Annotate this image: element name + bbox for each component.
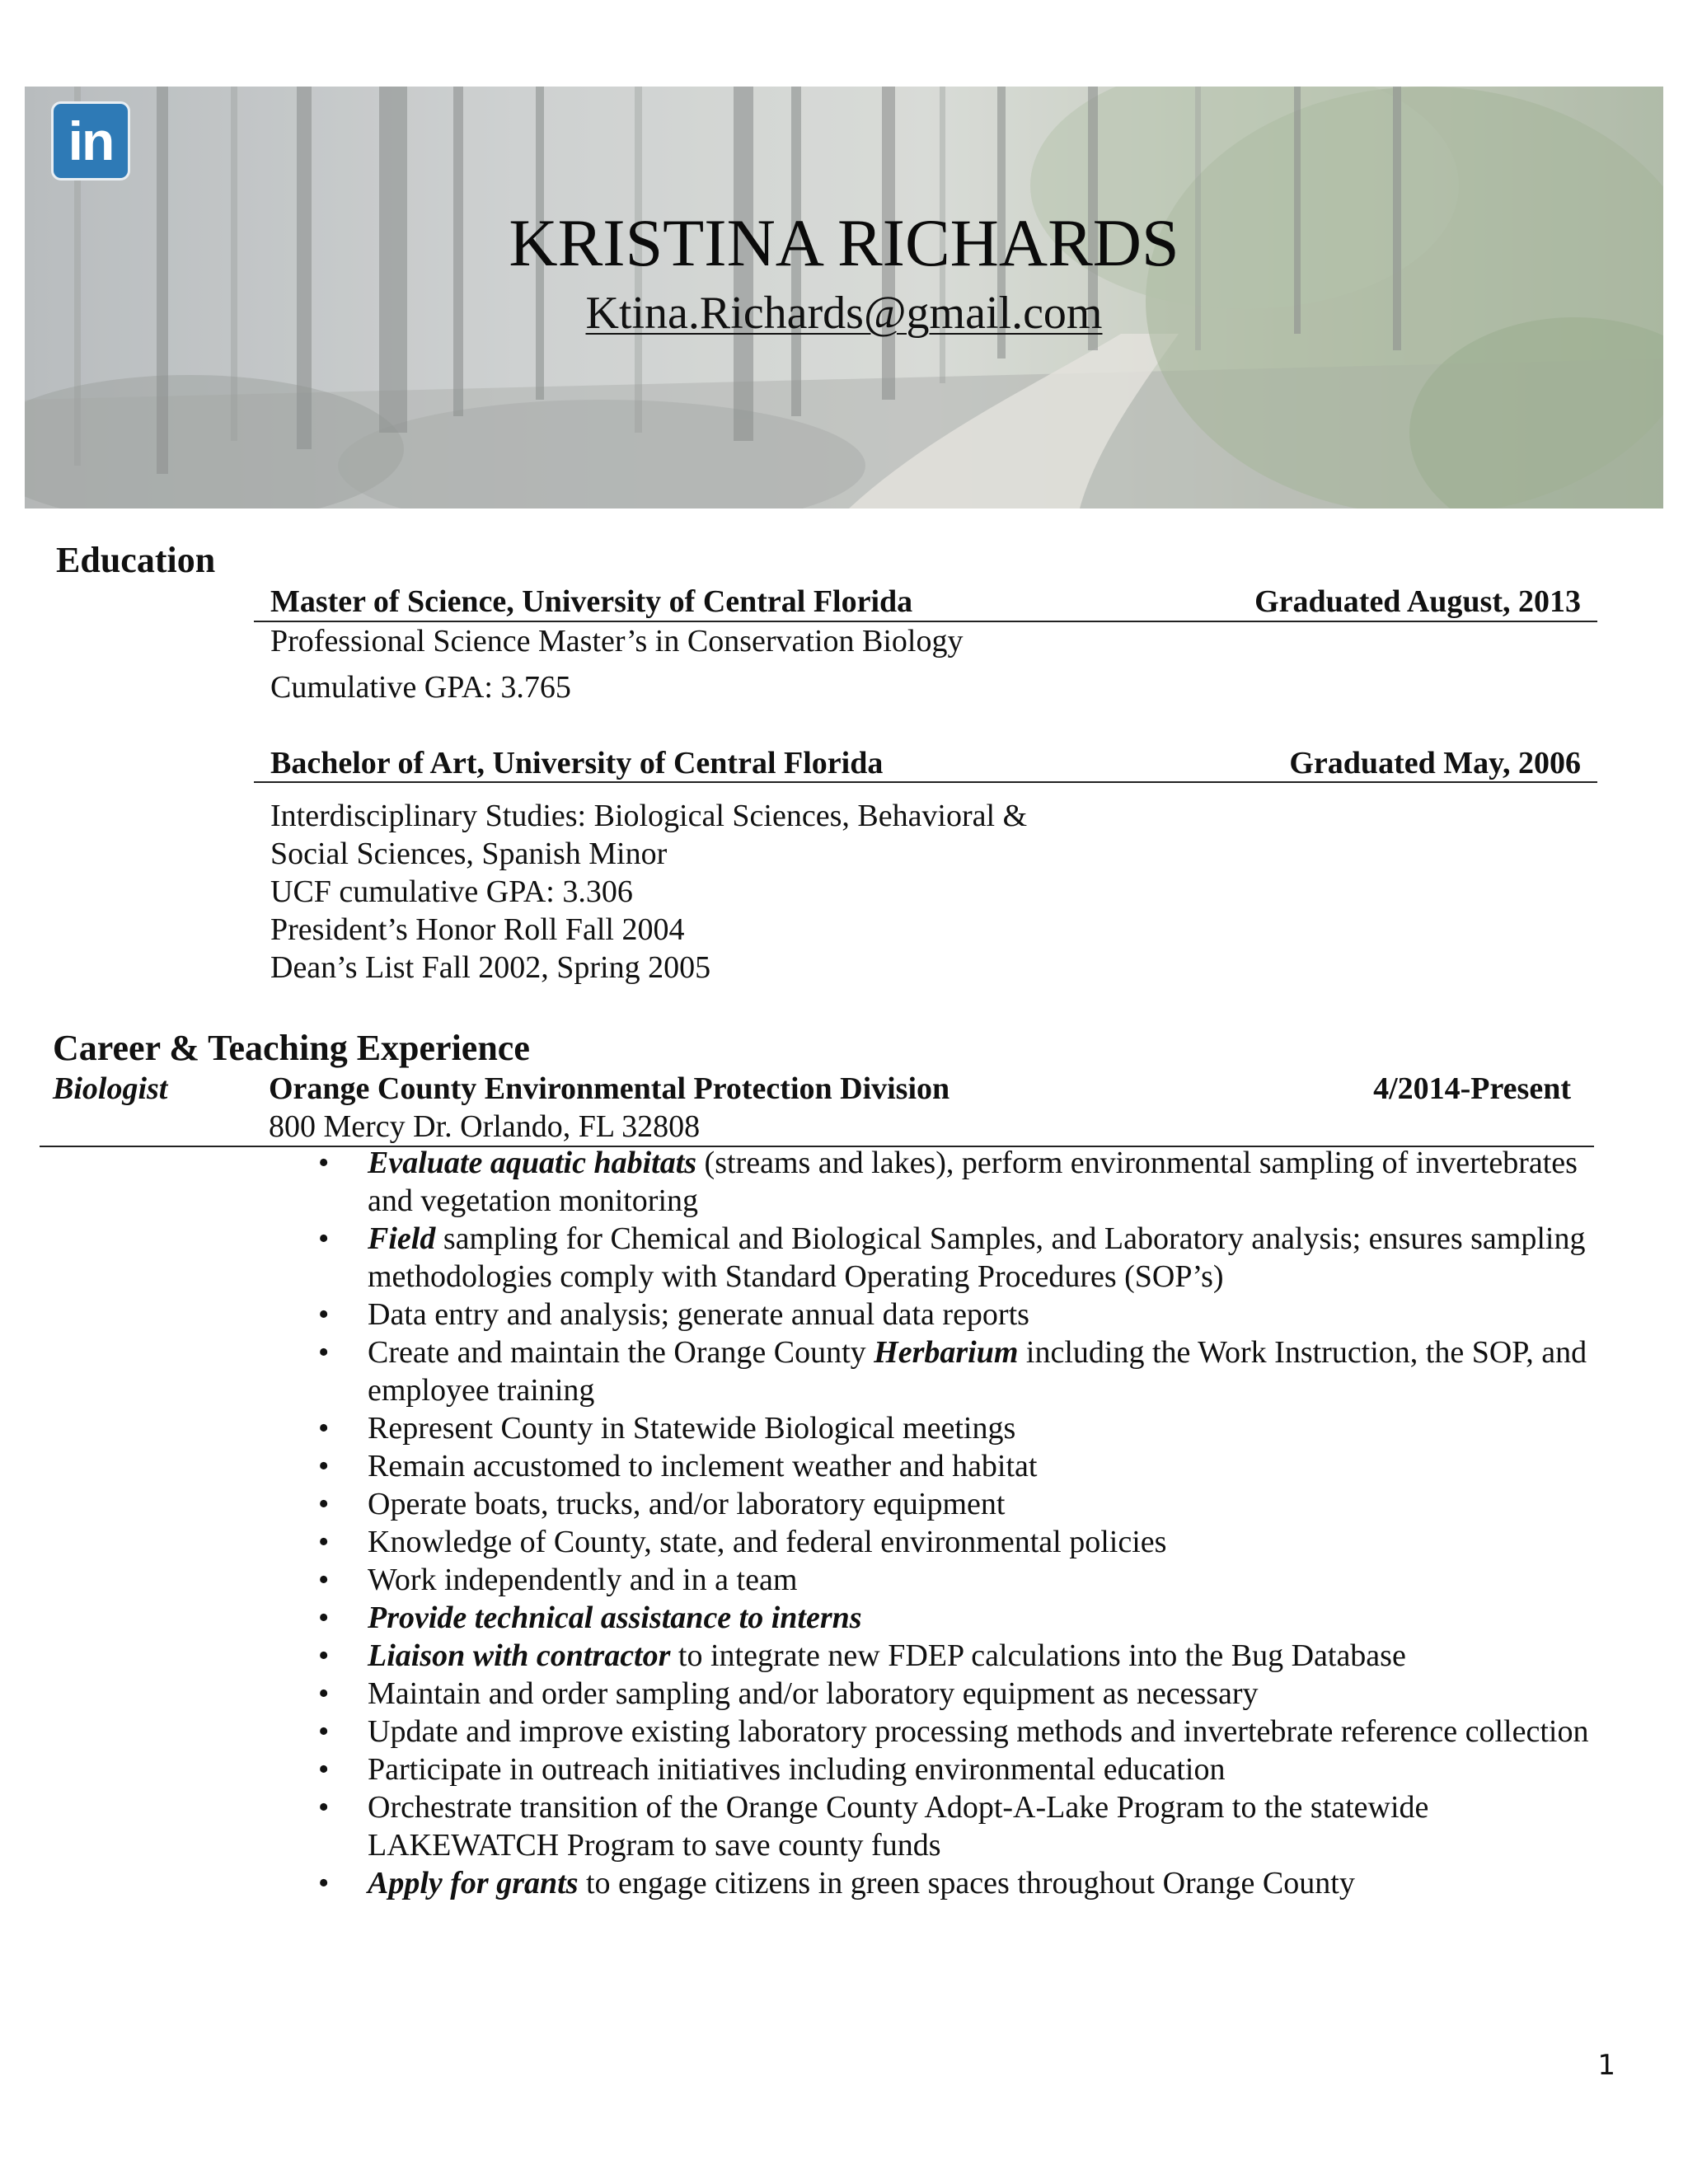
job-dates: 4/2014-Present xyxy=(1373,1071,1571,1106)
degree-detail: UCF cumulative GPA: 3.306 xyxy=(270,874,633,909)
list-item: • Liaison with contractor to integrate new FDEP calculations into the Bug Database xyxy=(312,1637,1597,1675)
degree-detail: President’s Honor Roll Fall 2004 xyxy=(270,912,685,947)
list-item: • Evaluate aquatic habitats (streams and lakes), perform environmental sampling of invertebrates and vegetation monitoring xyxy=(312,1144,1597,1220)
list-item: • Field sampling for Chemical and Biological Samples, and Laboratory analysis; ensures sampling methodologies comply with Standard Operating Procedures (SOP’s) xyxy=(312,1220,1597,1296)
degree-detail: Social Sciences, Spanish Minor xyxy=(270,837,668,871)
degree-detail: Dean’s List Fall 2002, Spring 2005 xyxy=(270,950,711,985)
degree-detail: Interdisciplinary Studies: Biological Sciences, Behavioral & xyxy=(270,799,1028,833)
degree-detail: Cumulative GPA: 3.765 xyxy=(270,670,571,705)
list-item: • Operate boats, trucks, and/or laboratory equipment xyxy=(312,1485,1597,1523)
list-item: • Create and maintain the Orange County Herbarium including the Work Instruction, the SOP, and employee training xyxy=(312,1333,1597,1409)
list-item: • Knowledge of County, state, and federal environmental policies xyxy=(312,1523,1597,1561)
list-item: • Represent County in Statewide Biological meetings xyxy=(312,1409,1597,1447)
degree-date: Graduated August, 2013 xyxy=(1254,584,1581,619)
degree-title: Master of Science, University of Central Florida xyxy=(270,584,913,619)
email-link[interactable]: Ktina.Richards@gmail.com xyxy=(585,288,1103,339)
page-number: 1 xyxy=(1597,2049,1615,2082)
job-role: Biologist xyxy=(53,1071,168,1106)
education-heading: Education xyxy=(56,540,216,580)
list-item: • Orchestrate transition of the Orange County Adopt-A-Lake Program to the statewide LAKEWATCH Program to save county funds xyxy=(312,1788,1597,1864)
list-item: • Maintain and order sampling and/or laboratory equipment as necessary xyxy=(312,1675,1597,1713)
list-item: • Data entry and analysis; generate annual data reports xyxy=(312,1296,1597,1333)
linkedin-icon[interactable]: in xyxy=(51,101,130,180)
list-item: • Participate in outreach initiatives including environmental education xyxy=(312,1750,1597,1788)
job-duties-list xyxy=(312,1144,1597,1902)
email-link-wrapper xyxy=(0,284,1688,342)
list-item: • Apply for grants to engage citizens in green spaces throughout Orange County xyxy=(312,1864,1597,1902)
degree-date: Graduated May, 2006 xyxy=(1289,746,1581,780)
job-employer: Orange County Environmental Protection Division xyxy=(269,1071,950,1106)
list-item: • Work independently and in a team xyxy=(312,1561,1597,1599)
degree-detail: Professional Science Master’s in Conservation Biology xyxy=(270,624,964,658)
degree-title: Bachelor of Art, University of Central Florida xyxy=(270,746,884,780)
candidate-name: KRISTINA RICHARDS xyxy=(509,205,1179,280)
list-item: • Provide technical assistance to interns xyxy=(312,1599,1597,1637)
list-item: • Remain accustomed to inclement weather and habitat xyxy=(312,1447,1597,1485)
job-address: 800 Mercy Dr. Orlando, FL 32808 xyxy=(269,1109,701,1144)
list-item: • Update and improve existing laboratory processing methods and invertebrate reference collection xyxy=(312,1713,1597,1750)
divider xyxy=(254,781,1597,783)
career-heading: Career & Teaching Experience xyxy=(53,1028,530,1068)
